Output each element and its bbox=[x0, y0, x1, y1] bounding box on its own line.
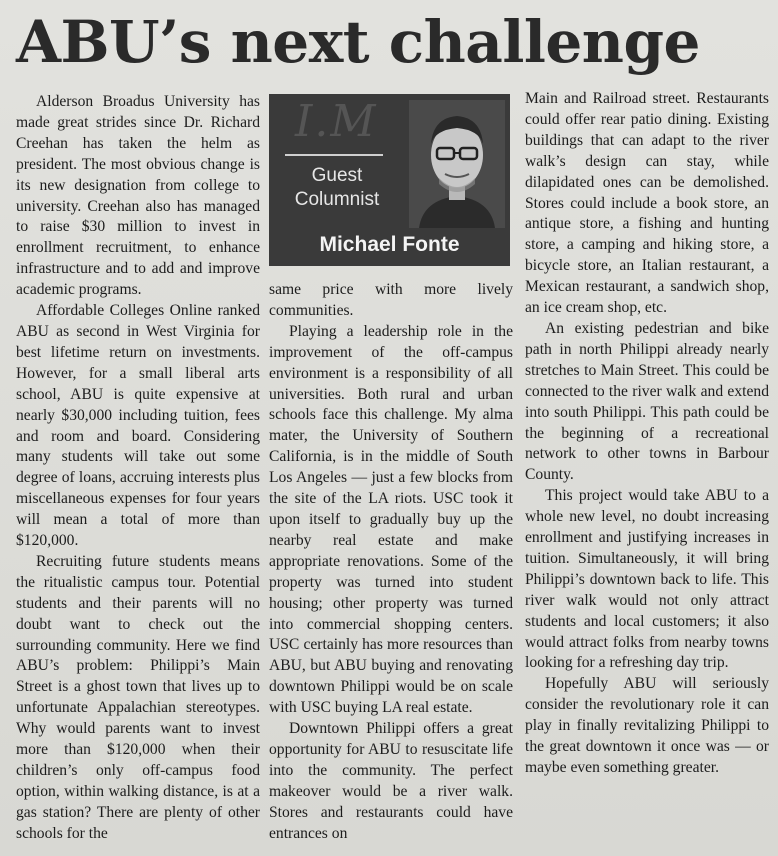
paragraph: Recruiting future students means the ritualistic campus tour. Potential students and their parents will no doubt want to check out the surrounding community. Here we find ABU’s problem: Philippi’s Main Street is a ghost town that lives up to unfortunate Appalachian stereotypes. Why would parents want to invest more than $120,000 when their children’s only off-campus food option, within walking distance, is at a gas station? There are plenty of other schools for the bbox=[16, 552, 260, 842]
paragraph: Main and Railroad street. Restaurants could offer rear patio dining. Existing buildings that can adapt to the river walk’s design can stay, while dilapidated ones can be demolished. Stores could include a book store, an antique store, a fishing and hunting store, a camping and hiking store, a bicycle store, an Italian restaurant, a Mexican restaurant, a sandwich shop, an ice cream shop, etc. bbox=[525, 90, 769, 317]
article-column-3 bbox=[525, 89, 769, 779]
paragraph: same price with more lively communities. bbox=[269, 281, 513, 319]
article-column-2 bbox=[269, 280, 513, 844]
paragraph: An existing pedestrian and bike path in north Philippi already nearly stretches to Main Street. This could be connected to the river walk and extend into south Philippi. This path could be the beginning of a recreational network to other towns in Barbour County. bbox=[525, 319, 769, 484]
role-line: Columnist bbox=[294, 189, 380, 210]
paragraph: This project would take ABU to a whole new level, no doubt increasing enrollment and justifying increases in tuition. Simultaneously, it will bring Philippi’s downtown back to life. This river walk would not only attract students and local customers; it also would attract folks from nearby towns looking for a refreshing day trip. bbox=[525, 487, 769, 672]
paragraph: Affordable Colleges Online ranked ABU as second in West Virginia for best lifetime return on investments. However, for a small liberal arts school, ABU is quite expensive at nearly $30,000 including tuition, fees and room and board. Considering many students will take out some degree of loans, accruing interests plus miscellaneous expenses for four years will mean a total of more than $120,000. bbox=[16, 302, 260, 550]
masthead-logo: I.M bbox=[295, 96, 378, 147]
paragraph: Playing a leadership role in the improvement of the off-campus environment is a responsibility of all universities. Both rural and urban schools face this challenge. My alma mater, the University of Southern California, is in the middle of South Los Angeles — just a few blocks from the site of the LA riots. USC took it upon itself to gradually buy up the nearby real estate and make appropriate renovations. Some of the property was turned into student housing; other property was turned into commercial shopping centers. USC certainly has more resources than ABU, but ABU buying and renovating downtown Philippi would be on scale with USC buying LA real estate. bbox=[269, 322, 513, 717]
divider bbox=[285, 154, 383, 156]
guest-columnist-box bbox=[269, 94, 510, 266]
paragraph: Alderson Broadus University has made great strides since Dr. Richard Creehan has taken the helm as president. The most obvious change is its new designation from college to university. Creehan also has managed to raise $30 million to invest in enrollment recruitment, to enhance infrastructure and to add and improve academic programs. bbox=[16, 93, 260, 299]
paragraph: Downtown Philippi offers a great opportunity for ABU to resuscitate life into the community. The perfect makeover would be a river walk. Stores and restaurants could have entrances on bbox=[269, 720, 513, 842]
article-headline: ABU’s next challenge bbox=[16, 8, 700, 76]
role-line: Guest bbox=[311, 165, 363, 186]
columnist-role bbox=[283, 164, 391, 212]
columnist-name: Michael Fonte bbox=[319, 233, 460, 256]
article-column-1 bbox=[16, 92, 260, 845]
columnist-photo bbox=[409, 100, 505, 228]
paragraph: Hopefully ABU will seriously consider the revolutionary role it can play in finally revitalizing Philippi to the great downtown it once was — or maybe even something greater. bbox=[525, 675, 769, 776]
